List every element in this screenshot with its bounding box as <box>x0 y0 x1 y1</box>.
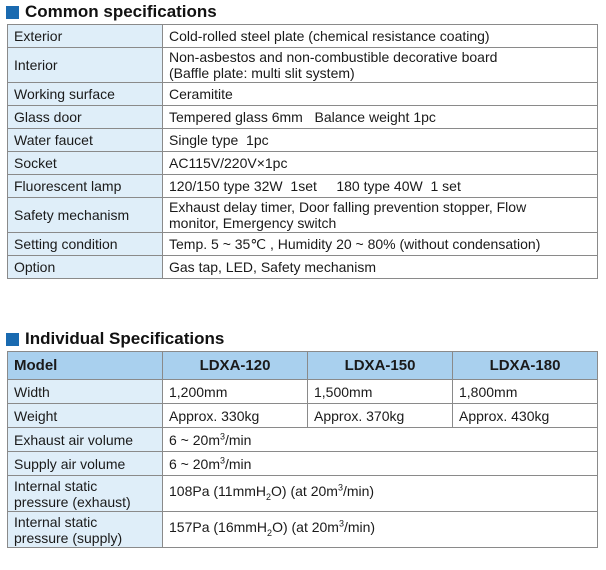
spec-value <box>163 452 598 476</box>
spec-label: Glass door <box>8 106 163 129</box>
spec-value: 1,500mm <box>308 380 453 404</box>
model-ldxa-150: LDXA-150 <box>308 352 453 380</box>
table-row <box>8 152 598 175</box>
value-part: /min <box>225 431 252 448</box>
value-part: 157Pa (16mmH <box>169 518 268 535</box>
individual-specs-title-text: Individual Specifications <box>25 329 225 348</box>
table-row <box>8 198 598 233</box>
table-row <box>8 380 598 404</box>
individual-specs-table <box>7 351 598 548</box>
spec-label: Setting condition <box>8 233 163 256</box>
spec-value: 1,200mm <box>163 380 308 404</box>
value-part: /min) <box>343 518 376 535</box>
individual-specs-title <box>6 329 224 349</box>
table-header-row <box>8 352 598 380</box>
spec-label-line2: pressure (exhaust) <box>14 493 131 510</box>
spec-value: Approx. 370kg <box>308 404 453 428</box>
value-sup: 3 <box>338 517 344 528</box>
table-row <box>8 404 598 428</box>
spec-value: Approx. 330kg <box>163 404 308 428</box>
section-square-icon <box>6 6 19 19</box>
common-specs-table <box>7 24 598 279</box>
spec-value <box>163 428 598 452</box>
spec-value: Ceramitite <box>163 83 598 106</box>
spec-label: Exhaust air volume <box>8 428 163 452</box>
spec-value <box>163 198 598 233</box>
spec-label-line2: pressure (supply) <box>14 529 123 546</box>
spec-value <box>163 512 598 548</box>
spec-value: 1,800mm <box>453 380 598 404</box>
value-part: O) (at 20m <box>271 482 338 499</box>
spec-label <box>8 512 163 548</box>
value-sup: 3 <box>219 454 225 465</box>
table-row <box>8 83 598 106</box>
common-specs-title-text: Common specifications <box>25 2 217 21</box>
spec-label: Supply air volume <box>8 452 163 476</box>
spec-label-line1: Internal static <box>14 477 98 494</box>
spec-label: Socket <box>8 152 163 175</box>
spec-value-line1: Exhaust delay timer, Door falling prevention stopper, Flow <box>169 199 527 215</box>
value-part: 108Pa (11mmH <box>169 482 267 499</box>
table-row <box>8 25 598 48</box>
table-row <box>8 512 598 548</box>
spec-label <box>8 476 163 512</box>
table-row <box>8 129 598 152</box>
table-row <box>8 106 598 129</box>
table-row <box>8 452 598 476</box>
spec-value <box>163 476 598 512</box>
model-header: Model <box>8 352 163 380</box>
spec-value: Single type 1pc <box>163 129 598 152</box>
value-part: O) (at 20m <box>272 518 339 535</box>
spec-label: Option <box>8 256 163 279</box>
spec-label: Width <box>8 380 163 404</box>
spec-label: Working surface <box>8 83 163 106</box>
spec-label-line1: Internal static <box>14 513 98 530</box>
spec-label: Safety mechanism <box>8 198 163 233</box>
value-sub: 2 <box>266 491 272 502</box>
value-sup: 3 <box>219 430 225 441</box>
spec-value-line1: Non-asbestos and non-combustible decorative board <box>169 49 498 65</box>
spec-label: Weight <box>8 404 163 428</box>
spec-value: Gas tap, LED, Safety mechanism <box>163 256 598 279</box>
spec-value-line2: (Baffle plate: multi slit system) <box>169 65 355 81</box>
spec-value: Cold-rolled steel plate (chemical resistance coating) <box>163 25 598 48</box>
table-row <box>8 233 598 256</box>
table-row <box>8 175 598 198</box>
spec-label: Water faucet <box>8 129 163 152</box>
section-square-icon <box>6 333 19 346</box>
value-part: 6 ~ 20m <box>169 431 220 448</box>
spec-value: AC115V/220V×1pc <box>163 152 598 175</box>
spec-value: Temp. 5 ~ 35℃ , Humidity 20 ~ 80% (without condensation) <box>163 233 598 256</box>
value-part: /min) <box>342 482 375 499</box>
table-row <box>8 48 598 83</box>
spec-value-line2: monitor, Emergency switch <box>169 215 337 231</box>
spec-label: Exterior <box>8 25 163 48</box>
value-part: /min <box>225 455 252 472</box>
spec-label: Fluorescent lamp <box>8 175 163 198</box>
table-row <box>8 256 598 279</box>
value-sub: 2 <box>267 527 273 538</box>
model-ldxa-120: LDXA-120 <box>163 352 308 380</box>
value-part: 6 ~ 20m <box>169 455 220 472</box>
spec-label: Interior <box>8 48 163 83</box>
spec-value: Approx. 430kg <box>453 404 598 428</box>
table-row <box>8 476 598 512</box>
model-ldxa-180: LDXA-180 <box>453 352 598 380</box>
spec-value <box>163 48 598 83</box>
common-specs-title <box>6 2 217 22</box>
spec-value: Tempered glass 6mm Balance weight 1pc <box>163 106 598 129</box>
table-row <box>8 428 598 452</box>
spec-value: 120/150 type 32W 1set 180 type 40W 1 set <box>163 175 598 198</box>
value-sup: 3 <box>337 481 343 492</box>
